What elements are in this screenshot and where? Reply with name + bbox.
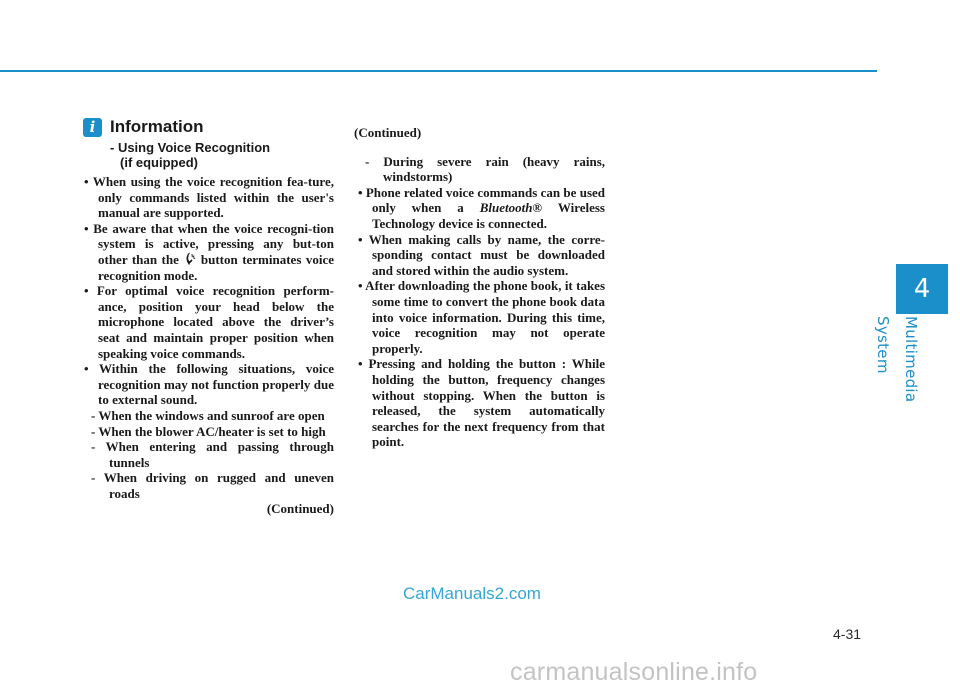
bullet-supported-commands: • When using the voice recognition fea-ture, only commands listed within the user's manual are supported. — [84, 174, 334, 221]
information-subtitle — [110, 140, 334, 170]
watermark-carmanualsonline: carmanualsonline.info — [510, 658, 758, 686]
header-rule — [0, 70, 877, 72]
voice-recognition-icon — [183, 252, 197, 266]
chapter-number: 4 — [913, 274, 931, 304]
bullet-press-hold-button: • Pressing and holding the button : While holding the button, frequency changes without stopping. When the button is released, the system automatically searches for the next frequency from that point. — [358, 356, 605, 450]
bullet-optimal-position: • For optimal voice recognition perform-ance, position your head below the microphone located above the driver’s seat and maintain proper position when speaking voice commands. — [84, 283, 334, 361]
dash-rugged-roads: - When driving on rugged and uneven roads — [91, 470, 334, 501]
chapter-title: Multimedia System — [874, 316, 920, 403]
bullet-phone-commands — [354, 185, 605, 232]
bullet-text-part-1: • Be aware that when the voice recogni-tion system is active, pressing any but-ton other than the — [84, 220, 334, 267]
bullet-text-part-2: Wireless Technology device is connected. — [372, 200, 605, 231]
info-i-icon: i — [83, 118, 102, 137]
bullet-calls-by-name: • When making calls by name, the corre-sponding contact must be downloaded and stored within the audio system. — [358, 231, 605, 278]
dash-tunnels: - When entering and passing through tunnels — [91, 439, 334, 470]
subtitle-line-1: - Using Voice Recognition — [110, 140, 271, 155]
continued-label-right: (Continued) — [354, 125, 422, 140]
dash-blower-high: - When the blower AC/heater is set to high — [91, 423, 326, 439]
bullet-text-part-1: • Phone related voice commands can be used only when a — [358, 184, 605, 216]
left-column — [80, 116, 334, 517]
bullet-button-terminates — [80, 221, 334, 283]
watermark-carmanuals2[interactable]: CarManuals2.com — [403, 584, 541, 603]
chapter-number-tab — [896, 264, 948, 314]
page-number: 4-31 — [833, 626, 862, 642]
subtitle-line-2: (if equipped) — [120, 155, 198, 170]
bullet-external-sound: • Within the following situations, voice recognition may not function properly due to external sound. — [84, 361, 334, 408]
bullet-phone-book: • After downloading the phone book, it takes some time to convert the phone book data into voice information. During this time, voice recognition may not operate properly. — [358, 278, 605, 356]
bullet-text-part-2: button terminates voice recognition mode. — [98, 251, 334, 283]
dash-windows-sunroof: - When the windows and sunroof are open — [91, 407, 325, 423]
bluetooth-brand: Bluetooth® — [479, 200, 543, 216]
information-title: Information — [110, 117, 204, 137]
dash-severe-rain: - During severe rain (heavy rains, windstorms) — [365, 153, 605, 185]
information-header — [83, 116, 334, 138]
right-column — [354, 112, 605, 450]
continued-label-left: (Continued) — [266, 501, 334, 517]
